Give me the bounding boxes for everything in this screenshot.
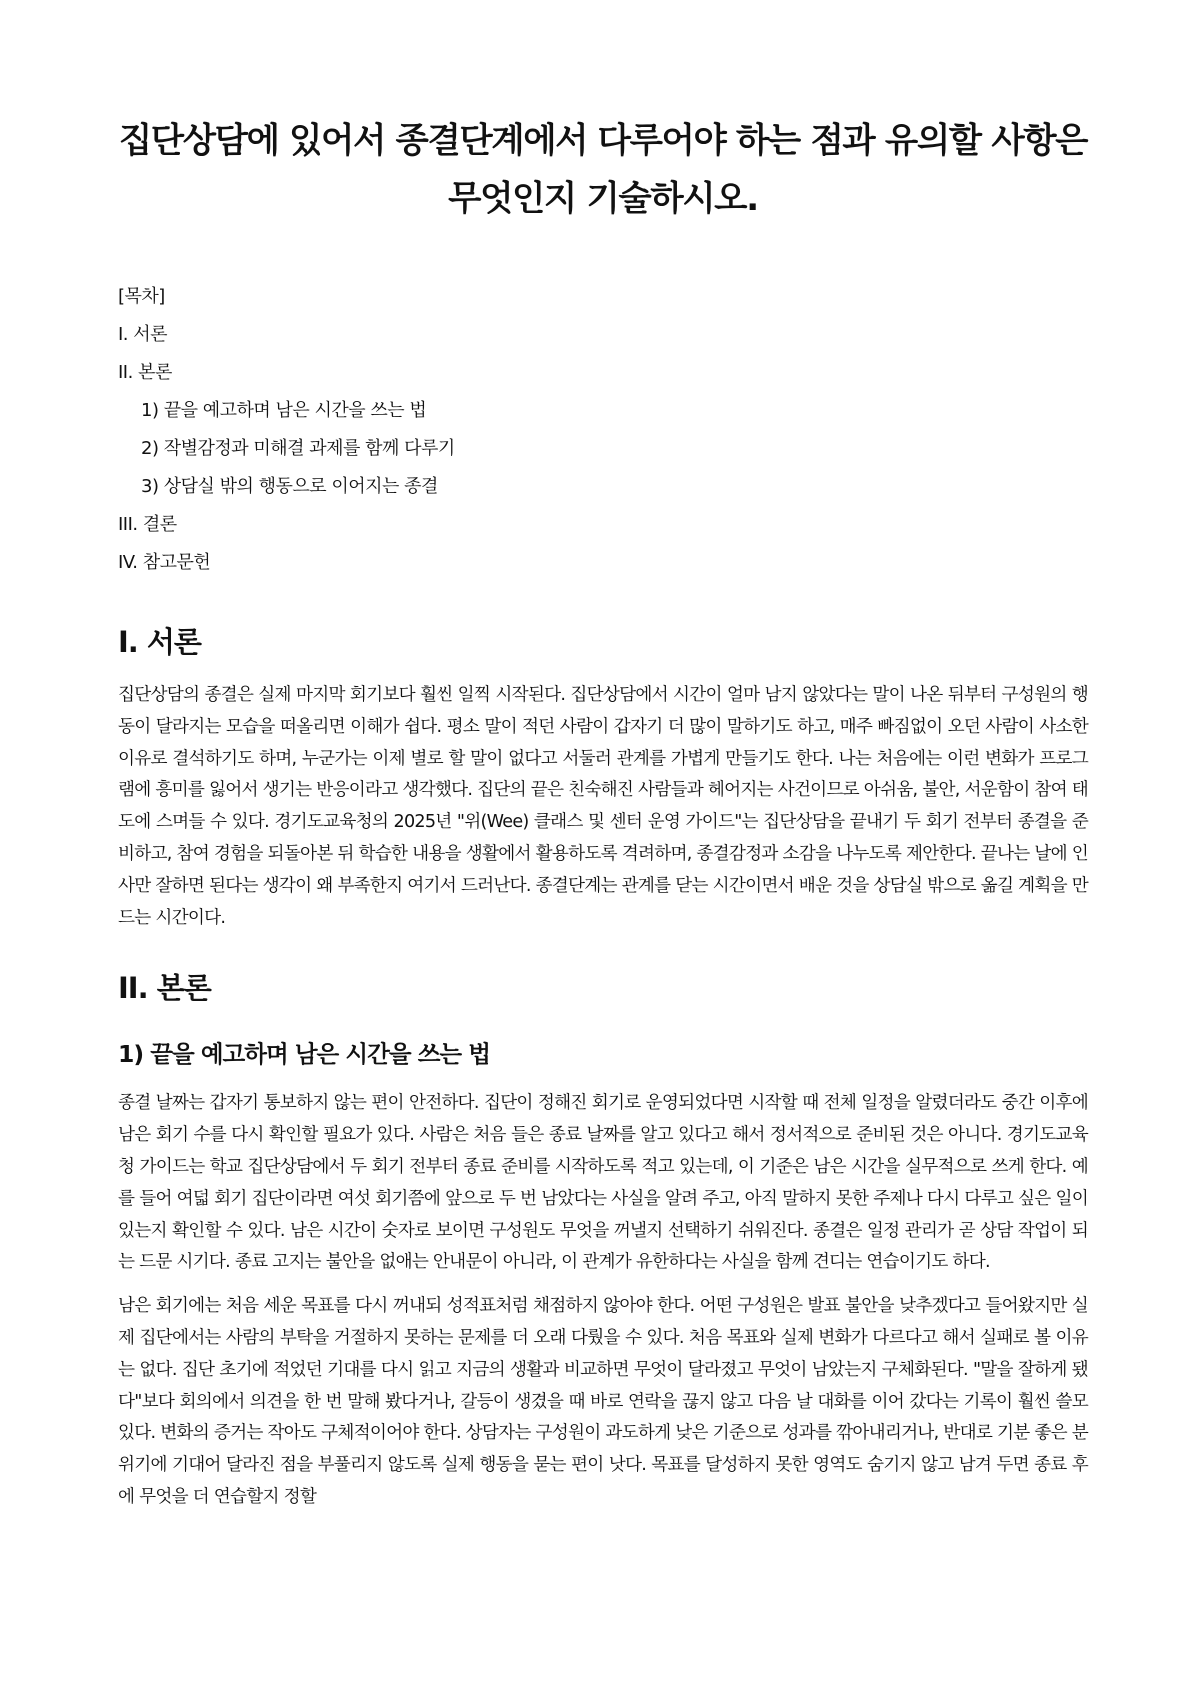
- section-heading-body: II. 본론: [118, 971, 211, 1006]
- toc-item: I. 서론: [118, 324, 168, 345]
- toc-item: III. 결론: [118, 514, 177, 535]
- subsection-heading-1: 1) 끝을 예고하며 남은 시간을 쓰는 법: [118, 1040, 490, 1069]
- body-paragraph: 종결 날짜는 갑자기 통보하지 않는 편이 안전하다. 집단이 정해진 회기로 운영되었다면 시작할 때 전체 일정을 알렸더라도 중간 이후에 남은 회기 수를 다시 확인할 필요가 있다. 사람은 처음 들은 종료 날짜를 알고 있다고 해서 정서적으로 준비된 것은 아니다. 경기도교육청 가이드는 학교 집단상담에서 두 회기 전부터 종료 준비를 시작하도록 적고 있는데, 이 기준은 남은 시간을 실무적으로 쓰게 한다. 예를 들어 여덟 회기 집단이라면 여섯 회기쯤에 앞으로 두 번 남았다는 사실을 알려 주고, 아직 말하지 못한 주제나 다시 다루고 싶은 일이 있는지 확인할 수 있다. 남은 시간이 숫자로 보이면 구성원도 무엇을 꺼낼지 선택하기 쉬워진다. 종결은 일정 관리가 곧 상담 작업이 되는 드문 시기다. 종료 고지는 불안을 없애는 안내문이 아니라, 이 관계가 유한하다는 사실을 함께 견디는 연습이기도 하다.: [118, 1093, 1088, 1273]
- table-of-contents: [118, 278, 1088, 582]
- document-title: 집단상담에 있어서 종결단계에서 다루어야 하는 점과 유의할 사항은 무엇인지 기술하시오.: [118, 121, 1088, 219]
- section-heading-intro: I. 서론: [118, 625, 201, 659]
- body-paragraph: 남은 회기에는 처음 세운 목표를 다시 꺼내되 성적표처럼 채점하지 않아야 한다. 어떤 구성원은 발표 불안을 낮추겠다고 들어왔지만 실제 집단에서는 사람의 부탁을 거절하지 못하는 문제를 더 오래 다뤘을 수 있다. 처음 목표와 실제 변화가 다르다고 해서 실패로 볼 이유는 없다. 집단 초기에 적었던 기대를 다시 읽고 지금의 생활과 비교하면 무엇이 달라졌고 무엇이 남았는지 구체화된다. "말을 잘하게 됐다"보다 회의에서 의견을 한 번 말해 봤다거나, 갈등이 생겼을 때 바로 연락을 끊지 않고 다음 날 대화를 이어 갔다는 기록이 훨씬 쓸모 있다. 변화의 증거는 작아도 구체적이어야 한다. 상담자는 구성원이 과도하게 낮은 기준으로 성과를 깎아내리거나, 반대로 기분 좋은 분위기에 기대어 달라진 점을 부풀리지 않도록 실제 행동을 묻는 편이 낫다. 목표를 달성하지 못한 영역도 숨기지 않고 남겨 두면 종료 후에 무엇을 더 연습할지 정할: [118, 1296, 1088, 1507]
- toc-item: IV. 참고문헌: [118, 552, 211, 573]
- toc-heading: [목차]: [118, 286, 165, 307]
- toc-subitem: 3) 상담실 밖의 행동으로 이어지는 종결: [141, 476, 438, 497]
- toc-item: II. 본론: [118, 362, 172, 383]
- intro-paragraph: 집단상담의 종결은 실제 마지막 회기보다 훨씬 일찍 시작된다. 집단상담에서 시간이 얼마 남지 않았다는 말이 나온 뒤부터 구성원의 행동이 달라지는 모습을 떠올리면 이해가 쉽다. 평소 말이 적던 사람이 갑자기 더 많이 말하기도 하고, 매주 빠짐없이 오던 사람이 사소한 이유로 결석하기도 하며, 누군가는 이제 별로 할 말이 없다고 서둘러 관계를 가볍게 만들기도 한다. 나는 처음에는 이런 변화가 프로그램에 흥미를 잃어서 생기는 반응이라고 생각했다. 집단의 끝은 친숙해진 사람들과 헤어지는 사건이므로 아쉬움, 불안, 서운함이 참여 태도에 스며들 수 있다. 경기도교육청의 2025년 "위(Wee) 클래스 및 센터 운영 가이드"는 집단상담을 끝내기 두 회기 전부터 종결을 준비하고, 참여 경험을 되돌아본 뒤 학습한 내용을 생활에서 활용하도록 격려하며, 종결감정과 소감을 나누도록 제안한다. 끝나는 날에 인사만 잘하면 된다는 생각이 왜 부족한지 여기서 드러난다. 종결단계는 관계를 닫는 시간이면서 배운 것을 상담실 밖으로 옮길 계획을 만드는 시간이다.: [118, 685, 1088, 928]
- toc-subitem: 1) 끝을 예고하며 남은 시간을 쓰는 법: [141, 400, 427, 421]
- toc-subitem: 2) 작별감정과 미해결 과제를 함께 다루기: [141, 438, 455, 459]
